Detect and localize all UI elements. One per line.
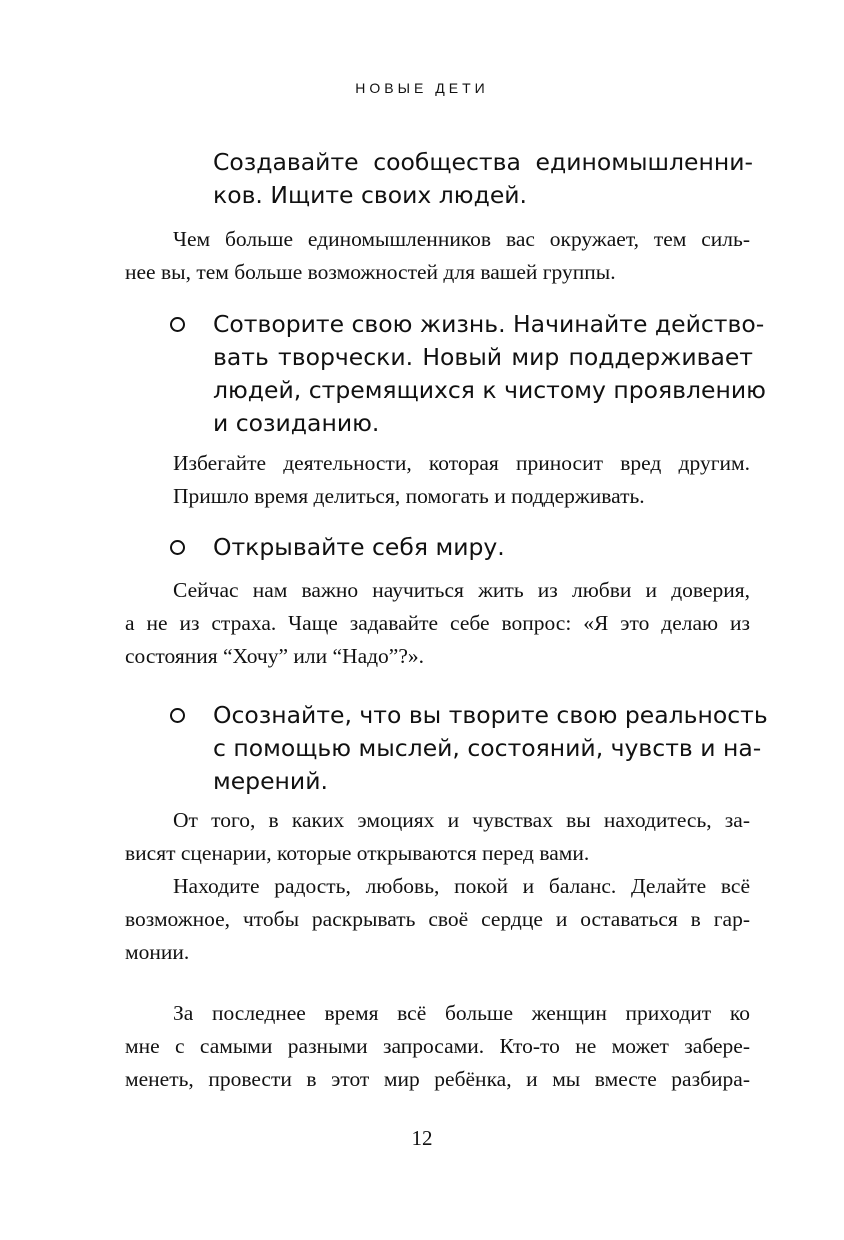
- running-header: НОВЫЕ ДЕТИ: [355, 80, 489, 96]
- paragraph-line: монии.: [125, 940, 190, 964]
- heading-line: Открывайте себя миру.: [213, 533, 505, 561]
- paragraph-line: нее вы, тем больше возможностей для вашей группы.: [125, 260, 616, 284]
- heading-line: ков. Ищите своих людей.: [213, 181, 528, 209]
- body-paragraph: [125, 574, 750, 673]
- body-paragraph: [125, 223, 750, 289]
- bullet-circle-icon: [170, 540, 185, 555]
- paragraph-line: состояния “Хочу” или “Надо”?».: [125, 644, 425, 668]
- paragraph-line: а не из страха. Чаще задавайте себе вопрос: «Я это делаю из: [125, 611, 750, 635]
- body-paragraph: [125, 804, 750, 870]
- paragraph-line: Избегайте деятельности, которая приносит вред другим.: [173, 451, 750, 475]
- section-heading: [213, 699, 768, 798]
- section-heading: [213, 146, 753, 212]
- bullet-circle-icon: [170, 317, 185, 332]
- heading-line: людей, стремящихся к чистому проявлению: [213, 376, 766, 404]
- body-paragraph: [125, 870, 750, 969]
- heading-line: и созиданию.: [213, 409, 380, 437]
- heading-line: Создавайте сообщества единомышленни-: [213, 148, 753, 176]
- paragraph-line: Находите радость, любовь, покой и баланс. Делайте всё: [173, 874, 750, 898]
- paragraph-line: Сейчас нам важно научиться жить из любви и доверия,: [173, 578, 750, 602]
- heading-line: Сотворите свою жизнь. Начинайте действо-: [213, 310, 765, 338]
- paragraph-line: мне с самыми разными запросами. Кто-то не может забере-: [125, 1034, 750, 1058]
- heading-line: Осознайте, что вы творите свою реальность: [213, 701, 768, 729]
- bullet-circle-icon: [170, 708, 185, 723]
- page-number: 12: [411, 1126, 433, 1150]
- paragraph-line: возможное, чтобы раскрывать своё сердце и оставаться в гар-: [125, 907, 750, 931]
- paragraph-line: За последнее время всё больше женщин приходит ко: [173, 1001, 750, 1025]
- paragraph-line: От того, в каких эмоциях и чувствах вы находитесь, за-: [173, 808, 750, 832]
- heading-line: мерений.: [213, 767, 328, 795]
- body-paragraph: [125, 997, 750, 1096]
- section-heading: [213, 531, 753, 564]
- paragraph-line: Пришло время делиться, помогать и поддерживать.: [173, 484, 645, 508]
- body-paragraph: [125, 447, 750, 513]
- heading-line: вать творчески. Новый мир поддерживает: [213, 343, 753, 371]
- section-heading: [213, 308, 766, 440]
- paragraph-line: менеть, провести в этот мир ребёнка, и мы вместе разбира-: [125, 1067, 750, 1091]
- heading-line: с помощью мыслей, состояний, чувств и на-: [213, 734, 762, 762]
- paragraph-line: Чем больше единомышленников вас окружает, тем силь-: [173, 227, 750, 251]
- paragraph-line: висят сценарии, которые открываются перед вами.: [125, 841, 590, 865]
